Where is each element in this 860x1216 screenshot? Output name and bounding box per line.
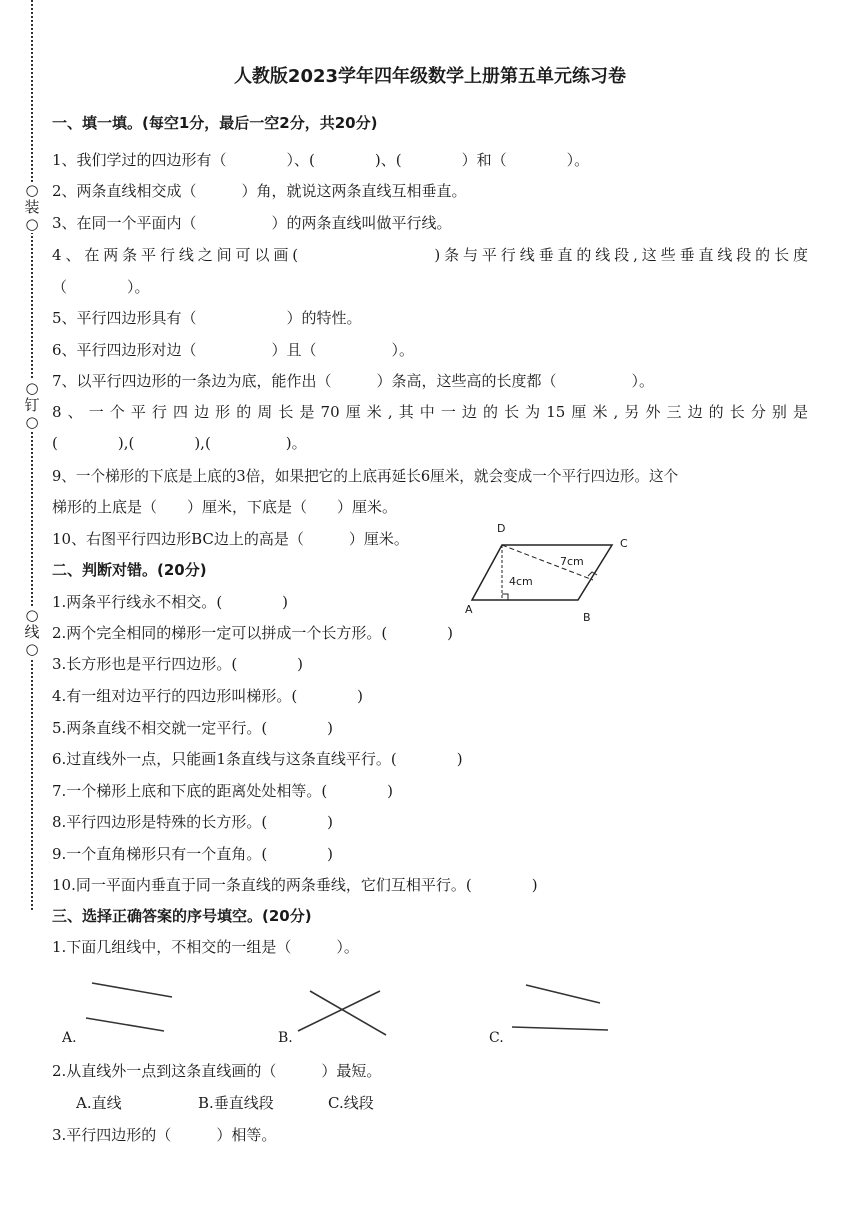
choice-question-1: 1.下面几组线中，不相交的一组是（ ）。	[52, 938, 359, 956]
judge-item-4: 4.有一组对边平行的四边形叫梯形。( )	[52, 687, 364, 705]
judge-item-2: 2.两个完全相同的梯形一定可以拼成一个长方形。( )	[52, 624, 454, 642]
parallelogram-figure	[460, 518, 650, 630]
judge-item-10: 10.同一平面内垂直于同一条直线的两条垂线，它们互相平行。( )	[52, 876, 538, 894]
question-1-1: 1、我们学过的四边形有（ ）、( )、( ）和（ ）。	[52, 151, 590, 169]
vertex-label-c: C	[620, 537, 628, 550]
option-c-label: C.	[489, 1030, 504, 1046]
option-a-line-top	[92, 983, 172, 997]
section1-heading: 一、填一填。(每空1分，最后一空2分，共20分)	[52, 114, 378, 132]
page-title: 人教版2023学年四年级数学上册第五单元练习卷	[233, 66, 627, 87]
vertex-label-b: B	[583, 611, 591, 624]
option-a-label: A.	[62, 1030, 77, 1046]
choice-2-option-a: A.直线	[76, 1094, 122, 1112]
choice-2-option-b: B.垂直线段	[198, 1094, 274, 1112]
question-1-8-line1: 8、一个平行四边形的周长是70厘米,其中一边的长为15厘米,另外三边的长分别是	[52, 403, 808, 421]
question-1-9-line1: 9、一个梯形的下底是上底的3倍，如果把它的上底再延长6厘米，就会变成一个平行四边形。这个	[52, 468, 679, 485]
question-1-10: 10、右图平行四边形BC边上的高是（ ）厘米。	[52, 530, 409, 548]
judge-item-8: 8.平行四边形是特殊的长方形。( )	[52, 813, 334, 831]
question-1-8-line2: ( ),( ),( )。	[52, 434, 307, 452]
question-1-4-line1: 4、在两条平行线之间可以画( )条与平行线垂直的线段,这些垂直线段的长度	[52, 246, 808, 264]
option-b-label: B.	[278, 1030, 293, 1046]
line-groups-figure	[80, 975, 620, 1045]
question-1-4-line2: （ ）。	[52, 278, 150, 296]
question-1-6: 6、平行四边形对边（ ）且（ ）。	[52, 341, 415, 359]
section3-heading: 三、选择正确答案的序号填空。(20分)	[52, 907, 312, 925]
judge-item-7: 7.一个梯形上底和下底的距离处处相等。( )	[52, 782, 394, 800]
option-c-line-bottom	[512, 1027, 608, 1030]
binding-margin-line	[31, 0, 33, 910]
section2-heading: 二、判断对错。(20分)	[52, 561, 207, 579]
question-1-9-line2: 梯形的上底是（ ）厘米，下底是（ ）厘米。	[52, 498, 398, 516]
binding-mark-xian: ○ 线 ○	[22, 607, 42, 658]
vertex-label-d: D	[497, 522, 506, 535]
question-1-7: 7、以平行四边形的一条边为底，能作出（ ）条高，这些高的长度都（ ）。	[52, 372, 655, 390]
right-angle-mark-ab	[502, 594, 508, 600]
choice-2-option-c: C.线段	[328, 1094, 374, 1112]
choice-question-2: 2.从直线外一点到这条直线画的（ ）最短。	[52, 1062, 382, 1080]
binding-mark-ding: ○ 钉 ○	[22, 380, 42, 431]
judge-item-3: 3.长方形也是平行四边形。( )	[52, 655, 304, 673]
vertex-label-a: A	[465, 603, 473, 616]
length-label-7cm: 7cm	[560, 555, 584, 568]
binding-mark-zhuang: ○ 装 ○	[22, 182, 42, 233]
judge-item-9: 9.一个直角梯形只有一个直角。( )	[52, 845, 334, 863]
judge-item-1: 1.两条平行线永不相交。( )	[52, 593, 289, 611]
choice-question-3: 3.平行四边形的（ ）相等。	[52, 1126, 277, 1144]
option-c-line-top	[526, 985, 600, 1003]
judge-item-6: 6.过直线外一点，只能画1条直线与这条直线平行。( )	[52, 750, 463, 768]
question-1-5: 5、平行四边形具有（ ）的特性。	[52, 309, 362, 327]
judge-item-5: 5.两条直线不相交就一定平行。( )	[52, 719, 334, 737]
question-1-2: 2、两条直线相交成（ ）角，就说这两条直线互相垂直。	[52, 182, 467, 200]
option-a-line-bottom	[86, 1018, 164, 1031]
option-b-line-2	[310, 991, 386, 1035]
question-1-3: 3、在同一个平面内（ ）的两条直线叫做平行线。	[52, 214, 452, 232]
length-label-4cm: 4cm	[509, 575, 533, 588]
